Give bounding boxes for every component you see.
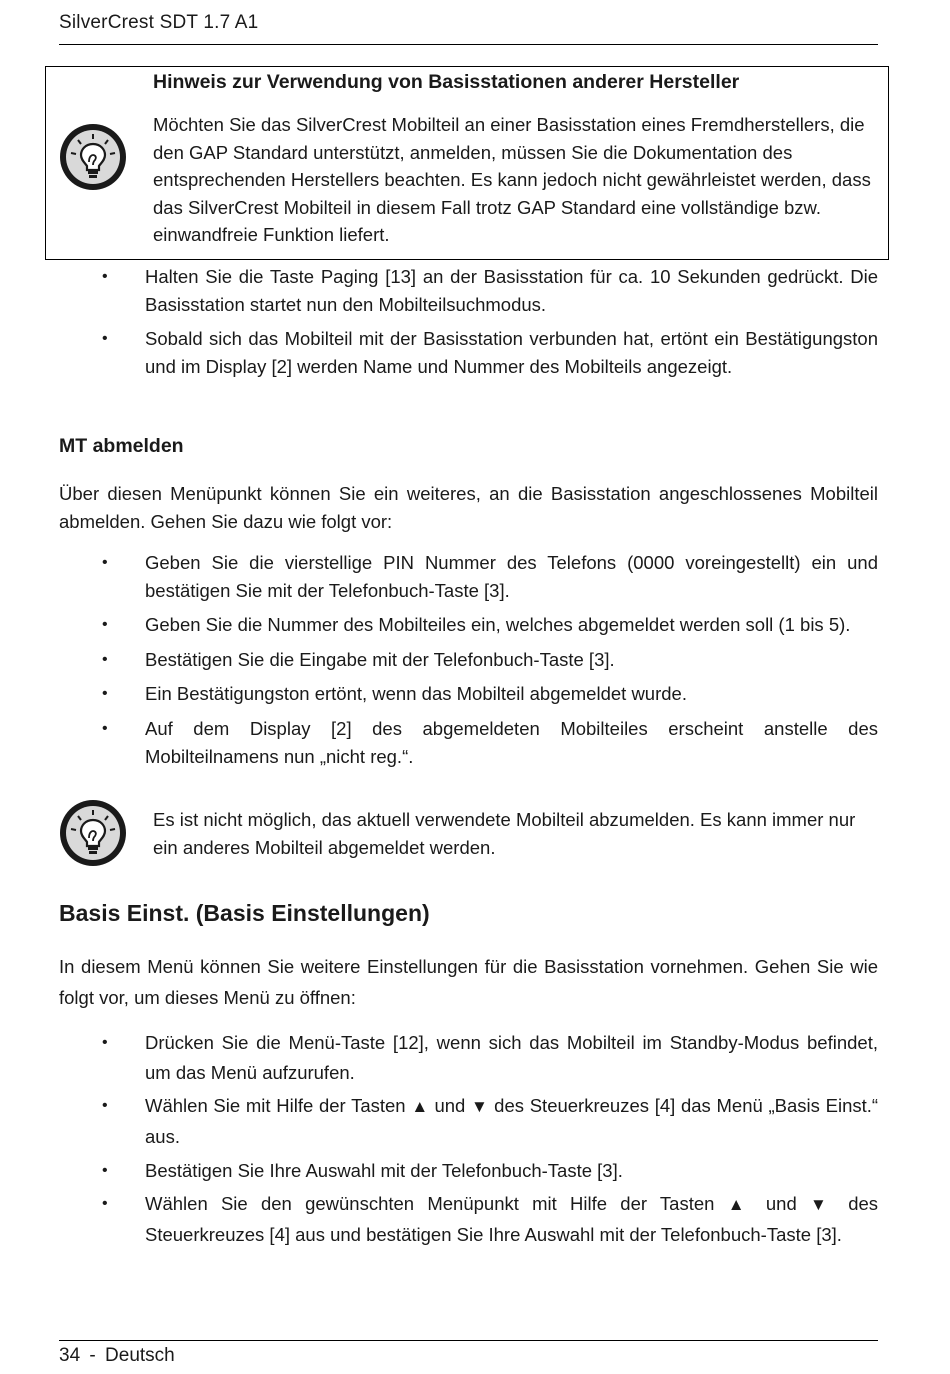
list-item bbox=[102, 1189, 879, 1250]
bullet-dot: • bbox=[102, 720, 108, 737]
note-line: Es ist nicht möglich, das aktuell verwendete Mobilteil abzumelden. Es kann immer nur bbox=[153, 809, 856, 830]
list-item bbox=[102, 1156, 878, 1186]
bullet-dot: • bbox=[102, 1034, 108, 1051]
list-item-text: Geben Sie die vierstellige PIN Nummer des Telefons (0000 voreingestellt) ein und bestätigen Sie mit der Telefonbuch-Taste [3]. bbox=[145, 552, 878, 601]
header-rule bbox=[59, 44, 878, 45]
note-line: den GAP Standard unterstützt, anmelden, müssen Sie die Dokumentation des bbox=[153, 141, 793, 163]
down-arrow-key-icon: ▼ bbox=[471, 1097, 489, 1116]
list-item-text: Wählen Sie mit Hilfe der Tasten bbox=[145, 1095, 406, 1116]
list-item bbox=[102, 1028, 878, 1088]
intro-paragraph: Über diesen Menüpunkt können Sie ein weiteres, an die Basisstation angeschlossenes Mobilteil abmelden. Gehen Sie dazu wie folgt vor: bbox=[59, 483, 878, 532]
list-item bbox=[102, 263, 878, 318]
section-heading: Basis Einst. (Basis Einstellungen) bbox=[59, 900, 430, 926]
list-item bbox=[102, 715, 878, 770]
note-text bbox=[153, 111, 878, 249]
bullet-dot: • bbox=[102, 268, 108, 285]
list-item-text: Auf dem Display [2] des abgemeldeten Mobilteiles erscheint anstelle des Mobilteilnamens nun „nicht reg.“. bbox=[145, 718, 878, 767]
list-item bbox=[102, 611, 878, 639]
bullet-dot: • bbox=[102, 651, 108, 668]
up-arrow-key-icon: ▲ bbox=[411, 1097, 429, 1116]
lightbulb-icon bbox=[58, 122, 128, 192]
list-item-text: Wählen Sie den gewünschten Menüpunkt mit Hilfe der Tasten bbox=[145, 1193, 715, 1214]
document-header: SilverCrest SDT 1.7 A1 bbox=[59, 12, 259, 33]
intro-paragraph: In diesem Menü können Sie weitere Einstellungen für die Basisstation vornehmen. Gehen Sie wie folgt vor, um dieses Menü zu öffnen: bbox=[59, 956, 878, 1008]
note-line: das SilverCrest Mobilteil in diesem Fall trotz GAP Standard eine vollständige bzw. bbox=[153, 196, 822, 218]
page-footer bbox=[59, 1345, 175, 1367]
list-item-text: und bbox=[434, 1095, 466, 1116]
bullet-dot: • bbox=[102, 1162, 108, 1179]
list-item-text: Halten Sie die Taste Paging [13] an der Basisstation für ca. 10 Sekunden gedrückt. Die Basisstation startet nun den Mobilteilsuchmodus. bbox=[145, 266, 878, 315]
note-line: Möchten Sie das SilverCrest Mobilteil an einer Basisstation eines Fremdherstellers, die bbox=[153, 114, 865, 135]
list-item bbox=[102, 549, 878, 604]
up-arrow-key-icon: ▲ bbox=[727, 1195, 753, 1214]
footer-separator: - bbox=[89, 1345, 96, 1366]
bullet-dot: • bbox=[102, 616, 108, 633]
list-item bbox=[102, 646, 878, 674]
note-text bbox=[153, 806, 878, 861]
list-item-text: Geben Sie die Nummer des Mobilteiles ein, welches abgemeldet werden soll (1 bis 5). bbox=[145, 614, 851, 635]
bullet-dot: • bbox=[102, 330, 108, 347]
list-item bbox=[102, 325, 878, 380]
list-item-text: Drücken Sie die Menü-Taste [12], wenn sich das Mobilteil im Standby-Modus befindet, um das Menü aufzurufen. bbox=[145, 1032, 878, 1083]
subsection-heading: MT abmelden bbox=[59, 435, 184, 457]
footer-rule bbox=[59, 1340, 878, 1341]
page-number: 34 bbox=[59, 1345, 81, 1366]
bullet-dot: • bbox=[102, 554, 108, 571]
note-line: entsprechenden Herstellers beachten. Es kann jedoch nicht gewährleistet werden, dass bbox=[153, 169, 871, 190]
list-item bbox=[102, 680, 878, 708]
list-item bbox=[102, 1091, 879, 1152]
down-arrow-key-icon: ▼ bbox=[810, 1195, 835, 1214]
note-line: einwandfreie Funktion liefert. bbox=[153, 224, 390, 245]
note-line: ein anderes Mobilteil abgemeldet werden. bbox=[153, 836, 496, 858]
bullet-dot: • bbox=[102, 685, 108, 702]
list-item-text: und bbox=[765, 1193, 797, 1214]
bullet-dot: • bbox=[102, 1195, 108, 1212]
note-heading: Hinweis zur Verwendung von Basisstationen anderer Hersteller bbox=[153, 71, 740, 93]
list-item-text: des Steuerkreuzes [4] aus und bestätigen Sie Ihre Auswahl mit der Telefonbuch-Taste [3]. bbox=[145, 1193, 879, 1245]
list-item-text: Bestätigen Sie Ihre Auswahl mit der Telefonbuch-Taste [3]. bbox=[145, 1160, 623, 1181]
list-item-text: Ein Bestätigungston ertönt, wenn das Mobilteil abgemeldet wurde. bbox=[145, 683, 687, 704]
bullet-dot: • bbox=[102, 1097, 108, 1114]
list-item-text: Sobald sich das Mobilteil mit der Basisstation verbunden hat, ertönt ein Bestätigungston und im Display [2] werden Name und Nummer des Mobilteils angezeigt. bbox=[145, 328, 878, 377]
lightbulb-icon bbox=[58, 798, 128, 868]
list-item-text: des Steuerkreuzes [4] das Menü „Basis Einst.“ aus. bbox=[145, 1095, 879, 1147]
footer-language: Deutsch bbox=[105, 1345, 175, 1366]
list-item-text: Bestätigen Sie die Eingabe mit der Telefonbuch-Taste [3]. bbox=[145, 649, 615, 670]
